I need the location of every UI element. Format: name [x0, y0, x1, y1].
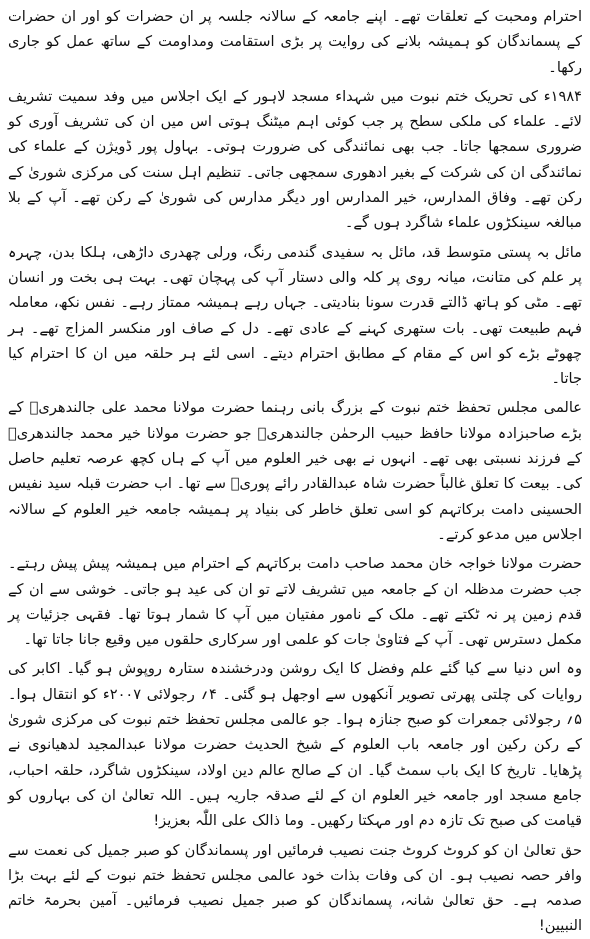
paragraph-demise: وہ اس دنیا سے کیا گئے علم وفضل کا ایک روشن ودرخشندہ ستارہ روپوش ہو گیا۔ اکابر کی روایات کی چلتی پھرتی تصویر آنکھوں سے اوجھل ہو گئی۔ ۴؍ رجولائی ۲۰۰۷ء کو انتقال ہوا۔ ۵؍ رجولائی جمعرات کو صبح جنازہ ہوا۔ جو عالمی مجلس تحفظ ختم نبوت کی مرکزی شوریٰ کے رکن رکین اور جامعہ باب العلوم کے شیخ الحدیث حضرت مولانا عبدالمجید لدھیانوی نے پڑھایا۔ تاریخ کا ایک باب سمٹ گیا۔ ان کے صالح عالم دین اولاد، سینکڑوں شاگرد، حلقہ احباب، جامع مسجد اور جامعہ خیر العلوم ان کے لئے صدقہ جاریہ ہیں۔ اللہ تعالیٰ ان کی بہاروں کو قیامت کی صبح تک تازہ دم اور مہکتا رکھیں۔ وما ذالک علی اللّٰہ بعزیز! [8, 660, 582, 830]
paragraph-appearance: مائل بہ پستی متوسط قد، مائل بہ سفیدی گندمی رنگ، ورلی چھدری داڑھی، ہلکا بدن، چہرہ پر علم کی متانت، میانہ روی پر کلہ والی دستار آپ کی پہچان تھی۔ بہت ہی بخت ور انسان تھے۔ مٹی کو ہاتھ ڈالتے قدرت سونا بنادیتی۔ جہاں رہے ہمیشہ ممتاز رہے۔ نفس نکھ، معاملہ فہم طبیعت تھی۔ بات ستھری کہنے کے عادی تھے۔ دل کے صاف اور منکسر المزاج تھے۔ ہر چھوٹے بڑے کو اس کے مقام کے مطابق احترام دیتے۔ اسی لئے ہر حلقہ میں ان کا احترام کیا جاتا۔ [8, 243, 582, 388]
paragraph-khatm-e-nabuwat-movement: ۱۹۸۴ء کی تحریک ختم نبوت میں شہداء مسجد لاہور کے ایک اجلاس میں وفد سمیت تشریف لائے۔ علماء کی ملکی سطح پر جب کوئی اہم میٹنگ ہوتی اس میں ان کی تشریف آوری کو ضروری سمجھا جاتا۔ جب بھی نمائندگی کی ضرورت ہوتی۔ بہاول پور ڈویژن کے علماء کی نمائندگی ان کی شرکت کے بغیر ادھوری سمجھی جاتی۔ تنظیم اہل سنت کی مرکزی شوریٰ کے رکن تھے۔ وفاق المدارس، خیر المدارس اور دیگر مدارس کی شوریٰ کے رکن تھے۔ آپ کے بلا مبالغہ سینکڑوں علماء شاگرد ہوں گے۔ [8, 87, 582, 232]
paragraph-relations: احترام ومحبت کے تعلقات تھے۔ اپنے جامعہ کے سالانہ جلسہ پر ان حضرات کو اور ان حضرات کے پسماندگان کو ہمیشہ بلانے کی روایت پر بڑی استقامت ومداومت کے ساتھ عمل کو جاری رکھا۔ [8, 8, 582, 76]
paragraph-respect-and-fatawa: حضرت مولانا خواجہ خان محمد صاحب دامت برکاتہم کے احترام میں ہمیشہ پیش پیش رہتے۔ جب حضرت مدظلہ ان کے جامعہ میں تشریف لاتے تو ان کی عید ہو جاتی۔ خوشی سے ان کے قدم زمین پر نہ ٹکتے تھے۔ ملک کے نامور مفتیان میں آپ کا شمار ہوتا تھا۔ فقہی جزئیات پر مکمل دسترس تھی۔ آپ کے فتاویٰ جات کو علمی اور سرکاری حلقوں میں وقیع جانا جاتا تھا۔ [8, 555, 582, 649]
paragraph-jalandhari-relation: عالمی مجلس تحفظ ختم نبوت کے بزرگ بانی رہنما حضرت مولانا محمد علی جالندھریؒ کے بڑے صاحبزادہ مولانا حافظ حبیب الرحمٰن جالندھریؒ جو حضرت مولانا خیر محمد جالندھریؒ کے فرزند نسبتی بھی تھے۔ انہوں نے بھی خیر العلوم میں آپ کے ہاں کچھ عرصہ تعلیم حاصل کی۔ بیعت کا تعلق غالباً حضرت شاہ عبدالقادر رائے پوریؒ سے تھا۔ اب حضرت قبلہ سید نفیس الحسینی دامت برکاتہم کو اسی تعلق خاطر کی بنیاد پر ہمیشہ جامعہ خیر العلوم کے سالانہ اجلاس میں مدعو کرتے۔ [8, 399, 582, 543]
paragraph-prayer: حق تعالیٰ ان کو کروٹ کروٹ جنت نصیب فرمائیں اور پسماندگان کو صبر جمیل کی نعمت سے وافر حصہ نصیب ہو۔ ان کی وفات بذات خود عالمی مجلس تحفظ ختم نبوت کے لئے بہت بڑا صدمہ ہے۔ حق تعالیٰ شانہ، پسماندگان کو صبر جمیل نصیب فرمائیں۔ آمین بحرمۃ خاتم النبیین! [8, 841, 582, 935]
